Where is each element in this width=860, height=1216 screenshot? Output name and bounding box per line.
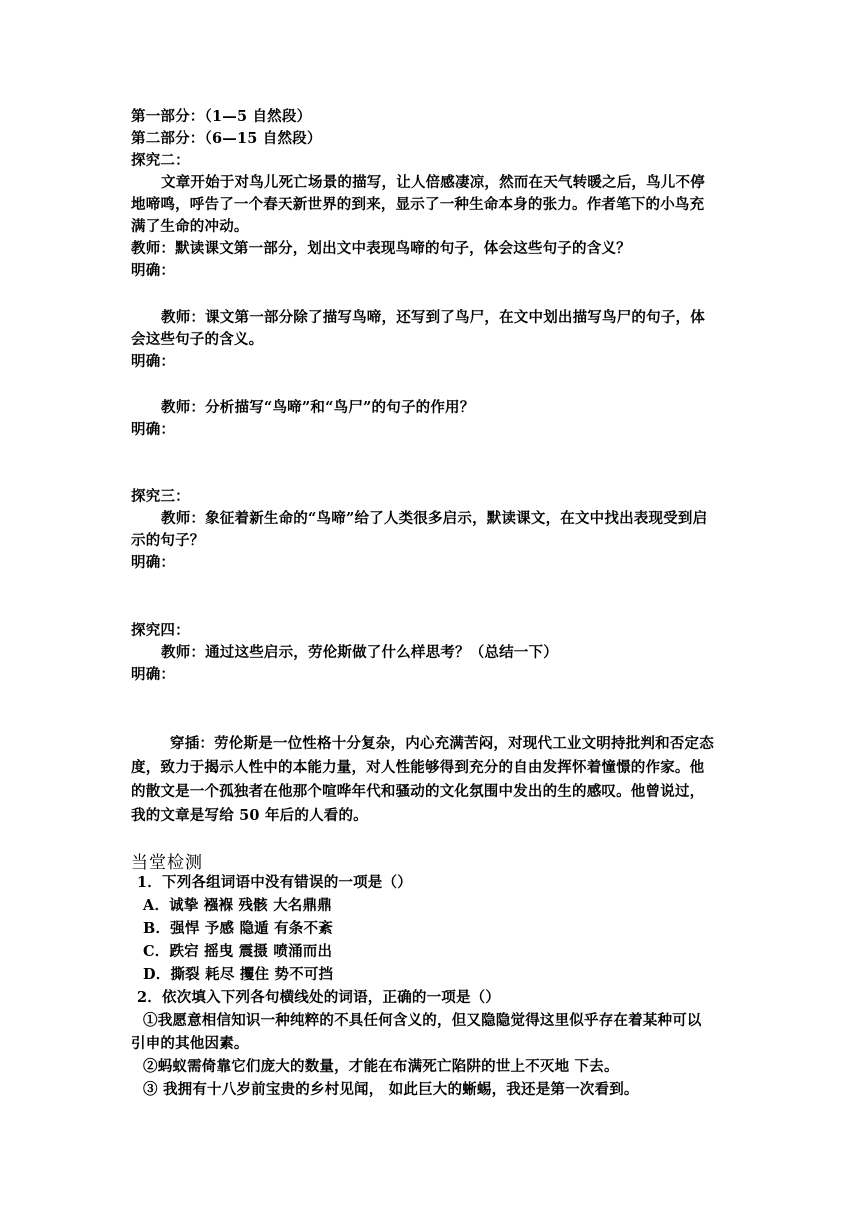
explore-four-heading: 探究四： bbox=[131, 622, 190, 639]
answer-label: 明确： bbox=[131, 666, 176, 683]
quiz-question-2: 2．依次填入下列各句横线处的词语，正确的一项是（） bbox=[137, 989, 501, 1006]
insert-paragraph-line: 度，致力于揭示人性中的本能力量，对人性能够得到充分的自由发挥怀着憧憬的作家。他 bbox=[131, 759, 705, 776]
answer-label: 明确： bbox=[131, 421, 176, 438]
teacher-question: 教师：课文第一部分除了描写鸟啼，还写到了鸟尸，在文中划出描写鸟尸的句子，体 bbox=[161, 309, 705, 326]
paragraph-line: 文章开始于对鸟儿死亡场景的描写，让人倍感凄凉，然而在天气转暖之后，鸟儿不停 bbox=[161, 174, 705, 191]
insert-paragraph-line: 的散文是一个孤独者在他那个喧哗年代和骚动的文化氛围中发出的生的感叹。他曾说过， bbox=[131, 783, 705, 800]
teacher-question: 示的句子？ bbox=[131, 532, 205, 549]
teacher-question: 教师：默读课文第一部分，划出文中表现鸟啼的句子，体会这些句子的含义？ bbox=[131, 240, 631, 257]
quiz-option-b: B．强悍 予感 隐遁 有条不紊 bbox=[143, 920, 333, 937]
teacher-question: 会这些句子的含义。 bbox=[131, 331, 264, 348]
answer-label: 明确： bbox=[131, 554, 176, 571]
paragraph-line: 满了生命的冲动。 bbox=[131, 218, 249, 235]
answer-label: 明确： bbox=[131, 353, 176, 370]
quiz-option-c: C．跌宕 摇曳 震摄 喷涌而出 bbox=[143, 943, 333, 960]
quiz-option-a: A．诚挚 襁褓 残骸 大名鼎鼎 bbox=[143, 897, 332, 914]
quiz-option-d: D．撕裂 耗尽 攫住 势不可挡 bbox=[143, 966, 334, 983]
part-one-line: 第一部分：（1—5 自然段） bbox=[131, 108, 312, 125]
insert-paragraph-line: 穿插：劳伦斯是一位性格十分复杂，内心充满苦闷，对现代工业文明持批判和否定态 bbox=[170, 735, 714, 752]
insert-paragraph-line: 我的文章是写给 50 年后的人看的。 bbox=[131, 807, 368, 824]
teacher-question: 教师：通过这些启示，劳伦斯做了什么样思考？（总结一下） bbox=[161, 644, 558, 661]
quiz-sentence-3: ③ 我拥有十八岁前宝贵的乡村见闻， 如此巨大的蜥蜴，我还是第一次看到。 bbox=[143, 1081, 639, 1098]
explore-three-heading: 探究三： bbox=[131, 488, 190, 505]
section-heading: 当堂检测 bbox=[131, 853, 203, 873]
teacher-question: 教师：象征着新生命的“鸟啼”给了人类很多启示，默读课文，在文中找出表现受到启 bbox=[161, 510, 708, 527]
quiz-question-1: 1．下列各组词语中没有错误的一项是（） bbox=[137, 874, 412, 891]
teacher-question: 教师：分析描写“鸟啼”和“鸟尸”的句子的作用？ bbox=[161, 399, 475, 416]
quiz-sentence-2: ②蚂蚁需倚靠它们庞大的数量，才能在布满死亡陷阱的世上不灭地 下去。 bbox=[143, 1058, 619, 1075]
quiz-sentence-1: ①我愿意相信知识一种纯粹的不具任何含义的，但又隐隐觉得这里似乎存在着某种可以 bbox=[143, 1012, 702, 1029]
quiz-sentence-1-cont: 引申的其他因素。 bbox=[131, 1035, 249, 1052]
answer-label: 明确： bbox=[131, 262, 176, 279]
explore-two-heading: 探究二： bbox=[131, 152, 190, 169]
paragraph-line: 地啼鸣，呼告了一个春天新世界的到来，显示了一种生命本身的张力。作者笔下的小鸟充 bbox=[131, 196, 705, 213]
part-two-line: 第二部分：（6—15 自然段） bbox=[131, 130, 322, 147]
